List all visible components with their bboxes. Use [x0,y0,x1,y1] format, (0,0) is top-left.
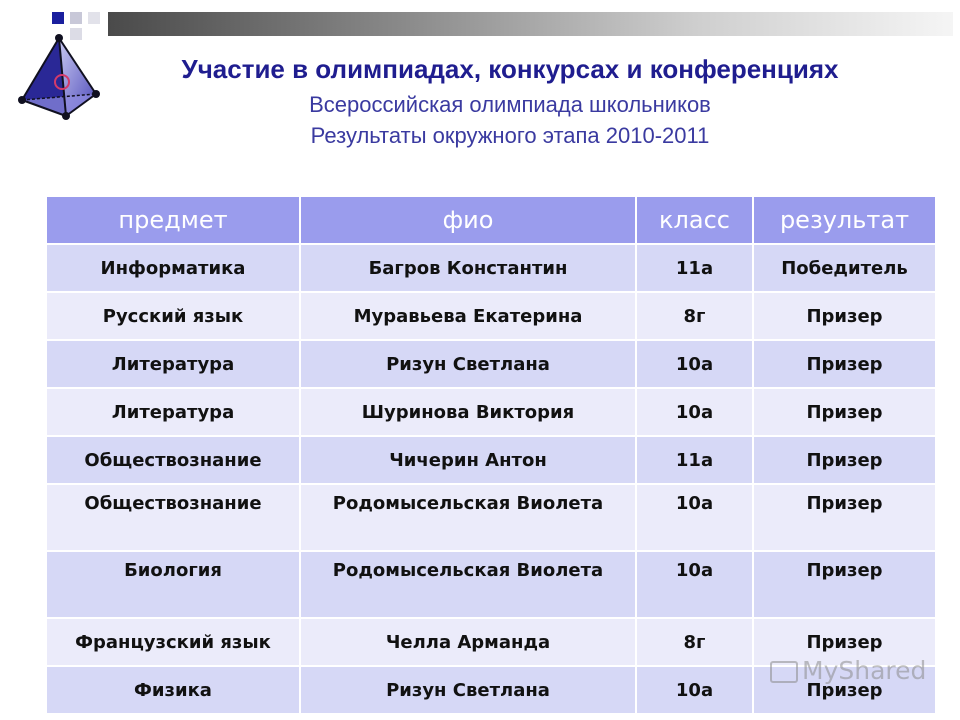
cell-grade: 10а [636,666,753,714]
cell-result: Призер [753,484,936,551]
cell-subject: Литература [46,340,300,388]
page-title: Участие в олимпиадах, конкурсах и конференциях [181,54,839,84]
column-header-result: результат [753,196,936,244]
cell-subject: Обществознание [46,484,300,551]
table-row [46,244,936,292]
cell-subject: Литература [46,388,300,436]
page-subtitle: Всероссийская олимпиада школьников [309,92,711,117]
cell-grade: 11а [636,436,753,484]
results-table [45,195,937,715]
cell-subject: Биология [46,551,300,618]
decor-square [70,12,82,24]
cell-name: Родомысельская Виолета [300,551,636,618]
watermark-text: MyShared [802,656,927,685]
table-row [46,388,936,436]
watermark [770,656,926,685]
cell-grade: 8г [636,618,753,666]
column-header-name: фио [300,196,636,244]
cell-name: Чичерин Антон [300,436,636,484]
table-row [46,340,936,388]
column-header-subject: предмет [46,196,300,244]
column-header-grade: класс [636,196,753,244]
decor-square [88,12,100,24]
cell-grade: 11а [636,244,753,292]
cell-name: Шуринова Виктория [300,388,636,436]
cell-grade: 8г [636,292,753,340]
pyramid-logo-icon [14,32,104,124]
cell-subject: Обществознание [46,436,300,484]
table-row [46,551,936,618]
cell-result: Призер [753,551,936,618]
cell-result: Победитель [753,244,936,292]
cell-name: Родомысельская Виолета [300,484,636,551]
cell-subject: Физика [46,666,300,714]
page-subtitle-results: Результаты окружного этапа 2010-2011 [310,123,710,148]
decor-square [52,12,64,24]
cell-grade: 10а [636,388,753,436]
cell-grade: 10а [636,484,753,551]
cell-name: Ризун Светлана [300,666,636,714]
cell-result: Призер [753,388,936,436]
table-row [46,436,936,484]
cell-name: Муравьева Екатерина [300,292,636,340]
cell-grade: 10а [636,551,753,618]
cell-subject: Французский язык [46,618,300,666]
cell-subject: Информатика [46,244,300,292]
cell-grade: 10а [636,340,753,388]
cell-result: Призер [753,340,936,388]
header-decor-band [108,12,953,36]
table-row [46,292,936,340]
cell-result: Призер [753,292,936,340]
cell-name: Багров Константин [300,244,636,292]
cell-result: Призер [753,666,936,714]
table-row [46,484,936,551]
cell-result: Призер [753,618,936,666]
cell-name: Челла Арманда [300,618,636,666]
cell-name: Ризун Светлана [300,340,636,388]
cell-subject: Русский язык [46,292,300,340]
table-header-row [46,196,936,244]
cell-result: Призер [753,436,936,484]
presentation-icon [770,661,798,683]
